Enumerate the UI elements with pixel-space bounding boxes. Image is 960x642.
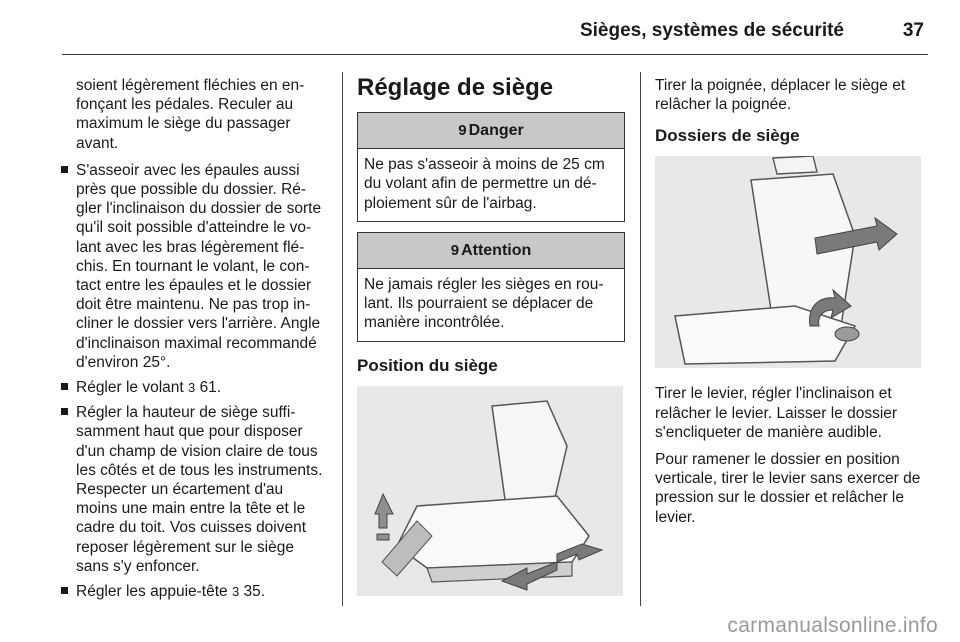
- danger-text: Ne pas s'asseoir à moins de 25 cm du volant afin de permettre un dé-ploiement sûr de l'airbag.: [364, 156, 605, 212]
- danger-box: [357, 112, 625, 222]
- section-heading: Réglage de siège: [357, 74, 554, 101]
- warning-triangle-icon: 9: [450, 241, 460, 259]
- list-item: [60, 403, 328, 576]
- attention-box: [357, 232, 625, 342]
- warning-triangle-icon: 9: [458, 122, 467, 139]
- seatback-illustration: [655, 156, 921, 368]
- bullet-text: Régler les appuie-tête: [76, 583, 228, 601]
- bullet-icon: [61, 587, 68, 594]
- bullet-text: Régler la hauteur de siège suffi-samment haut que pour disposer d'un champ de vision claire de tous les côtés et de tous les instruments. Respecter un écartement d'au moins une main entre la tête et le cadre du toit. Vos cuisses doivent reposer légèrement sur le siège sans s'y enfoncer.: [76, 404, 323, 575]
- page-ref-link[interactable]: 35.: [243, 583, 266, 601]
- seat-position-drawing: [357, 386, 623, 596]
- bullet-icon: [61, 166, 68, 173]
- watermark: carmanualsonline.info: [727, 614, 938, 637]
- continued-paragraph: soient légèrement fléchies en en-fonçant les pédales. Reculer au maximum le siège du passager avant.: [76, 77, 305, 152]
- subsection-heading: Dossiers de siège: [655, 126, 800, 146]
- page-ref-arrow-icon: 3: [188, 380, 196, 396]
- list-item: [60, 161, 328, 372]
- bullet-text: Régler le volant: [76, 379, 184, 397]
- page-ref-arrow-icon: 3: [231, 584, 240, 600]
- seatback-drawing: [655, 156, 921, 368]
- paragraph: Pour ramener le dossier en position verticale, tirer le levier sans exercer de pression sur le dossier et relâcher le levier.: [655, 451, 921, 526]
- page-ref-link[interactable]: 61.: [199, 379, 222, 397]
- column-middle: [357, 76, 625, 596]
- header-title: Sièges, systèmes de sécurité: [579, 20, 844, 41]
- danger-header: [358, 113, 624, 149]
- column-right: [655, 76, 923, 535]
- seat-position-illustration: [357, 386, 623, 596]
- list-item: [60, 378, 328, 397]
- attention-text: Ne jamais régler les sièges en rou-lant. Ils pourraient se déplacer de manière incontrôlée.: [364, 276, 604, 332]
- page-header: [62, 14, 928, 55]
- attention-header: [358, 233, 624, 269]
- bullet-icon: [61, 383, 68, 390]
- bullet-list: [60, 161, 328, 601]
- subsection-heading: Position du siège: [357, 355, 498, 375]
- bullet-text: S'asseoir avec les épaules aussi près que possible du dossier. Ré-gler l'inclinaison du dossier de sorte qu'il soit possible d'atteindre le vo-lant avec les bras légèrement flé-chis. En tournant le volant, le con-tact entre les épaules et le dossier doit être maintenu. Ne pas trop in-cliner le dossier vers l'arrière. Angle d'inclinaison maximal recommandé d'environ 25°.: [76, 161, 322, 371]
- paragraph: Tirer le levier, régler l'inclinaison et relâcher le levier. Laisser le dossier s'encliqueter de manière audible.: [655, 385, 898, 441]
- column-left: [60, 76, 328, 607]
- list-item: [60, 582, 328, 601]
- column-divider-1: [342, 72, 343, 606]
- attention-title: Attention: [461, 241, 532, 259]
- column-divider-2: [640, 72, 641, 606]
- page-number: 37: [902, 20, 924, 41]
- danger-title: Danger: [468, 122, 524, 139]
- bullet-icon: [61, 408, 68, 415]
- intro-paragraph: Tirer la poignée, déplacer le siège et relâcher la poignée.: [655, 77, 906, 114]
